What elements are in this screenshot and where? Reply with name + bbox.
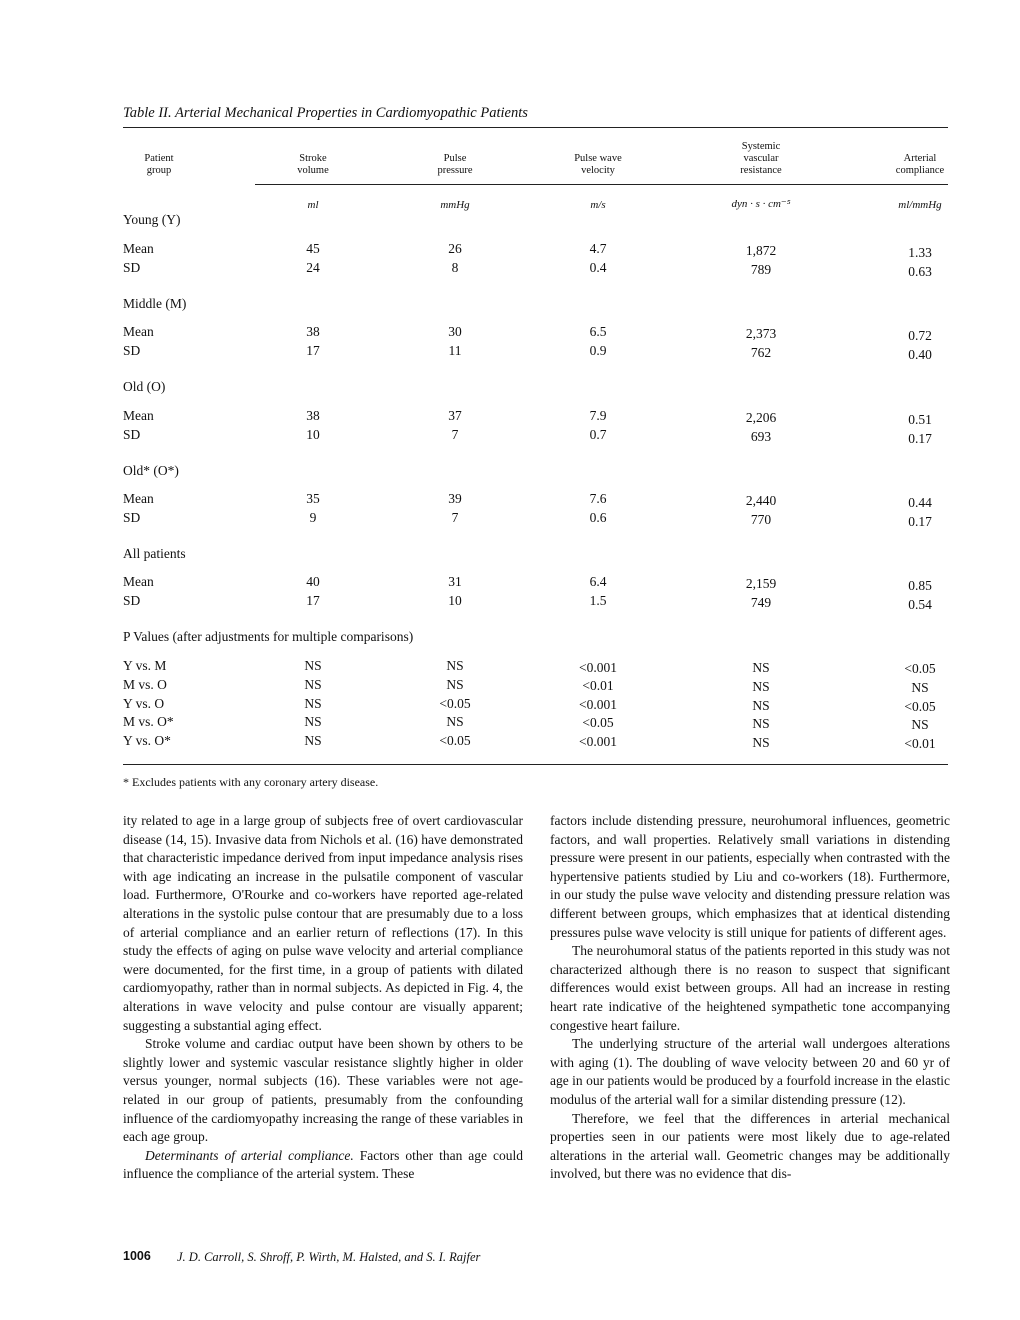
- header-rule: [255, 184, 948, 185]
- pvalue-row-label: M vs. O*: [123, 714, 174, 729]
- row-label-sd: SD: [123, 510, 141, 525]
- table-cell: 2,373: [745, 326, 777, 341]
- unit-compliance: ml/mmHg: [898, 199, 942, 211]
- table-cell: 749: [750, 595, 772, 610]
- paragraph: [123, 1147, 523, 1184]
- table-cell: 693: [750, 429, 772, 444]
- row-label-sd: SD: [123, 260, 141, 275]
- table-footnote: * Excludes patients with any coronary artery disease.: [123, 775, 379, 789]
- table-cell: 0.72: [908, 328, 932, 343]
- header-arterial-compliance: Arterial compliance: [895, 153, 945, 176]
- header-pulse-wave-velocity: Pulse wave velocity: [574, 153, 622, 176]
- table-cell: 0.51: [908, 412, 932, 427]
- table-cell: 0.40: [908, 347, 932, 362]
- table-cell: 17: [306, 593, 320, 608]
- group-label: Young (Y): [123, 212, 181, 227]
- row-label-mean: Mean: [123, 241, 154, 256]
- table-cell: 7.6: [589, 491, 607, 506]
- table-cell: 45: [306, 241, 320, 256]
- row-label-mean: Mean: [123, 574, 154, 589]
- table-cell: 0.63: [908, 264, 932, 279]
- pvalues-title: P Values (after adjustments for multiple comparisons): [123, 629, 414, 644]
- table-cell: NS: [752, 735, 770, 750]
- table-cell: <0.01: [582, 678, 614, 693]
- page-number: 1006: [123, 1249, 151, 1263]
- table-cell: 26: [448, 241, 462, 256]
- table-cell: 31: [448, 574, 462, 589]
- table-cell: 6.4: [589, 574, 607, 589]
- table-cell: NS: [304, 658, 322, 673]
- row-label-mean: Mean: [123, 491, 154, 506]
- table-cell: NS: [446, 714, 464, 729]
- table-cell: 1,872: [745, 243, 777, 258]
- unit-pwv: m/s: [590, 199, 606, 211]
- table-cell: NS: [752, 698, 770, 713]
- unit-pulse: mmHg: [440, 199, 470, 211]
- table-top-rule: [123, 127, 948, 128]
- table-bottom-rule: [123, 764, 948, 765]
- right-column: [550, 812, 950, 1184]
- table-caption: Table II. Arterial Mechanical Properties in Cardiomyopathic Patients: [123, 105, 528, 121]
- row-label-mean: Mean: [123, 408, 154, 423]
- unit-stroke: ml: [307, 199, 319, 211]
- table-cell: 0.44: [908, 495, 932, 510]
- paragraph: factors include distending pressure, neurohumoral influences, geometric factors, and wall properties. Relatively small variations in distending pressure were present in our patients, especially when contrasted with the hypertensive patients studied by Liu and co-workers (18). Furthermore, in our study the pulse wave velocity and distending pressure relation was different between groups, which emphasizes that at identical distending pressures pulse wave velocity is still unique for patients of different ages.: [550, 813, 950, 940]
- table-cell: 0.17: [908, 431, 932, 446]
- table-cell: 0.85: [908, 578, 932, 593]
- header-patient-group: Patient group: [144, 153, 174, 176]
- table-cell: NS: [304, 696, 322, 711]
- table-cell: 1.5: [589, 593, 607, 608]
- table-cell: 770: [750, 512, 772, 527]
- table-cell: NS: [446, 658, 464, 673]
- table-cell: 2,206: [745, 410, 777, 425]
- table-cell: 30: [448, 324, 462, 339]
- left-column: [123, 812, 523, 1184]
- table-cell: 0.6: [589, 510, 607, 525]
- table-cell: <0.05: [439, 696, 471, 711]
- table-cell: 0.7: [589, 427, 607, 442]
- table-cell: 2,440: [745, 493, 777, 508]
- paragraph-text: Factors other than age could influence the compliance of the arterial system. These: [123, 1147, 523, 1182]
- header-pulse-pressure: Pulse pressure: [437, 153, 473, 176]
- table-cell: 10: [448, 593, 462, 608]
- table-cell: 6.5: [589, 324, 607, 339]
- table-cell: <0.05: [582, 715, 614, 730]
- unit-svr: dyn · s · cm⁻⁵: [731, 198, 791, 210]
- paragraph: ity related to age in a large group of subjects free of overt cardiovascular disease (14, 15). Invasive data from Nichols et al. (16) have demonstrated that characteristic impedance derived from input impedance analysis rises with age indicating an increase in the pulsatile component of vascular load. Furthermore, O'Rourke and co-workers have reported age-related alterations in the systolic pulse contour that are presumably due to a loss of arterial compliance and an earlier return of reflections (17). In this study the effects of aging on pulse wave velocity and arterial compliance were documented, for the first time, in a group of patients with dilated cardiomyopathy, rather than in normal subjects. As depicted in Fig. 4, the alterations in wave velocity and pulse contour are visually apparent; suggesting a substantial aging effect.: [123, 813, 523, 1033]
- header-stroke-volume: Stroke volume: [297, 153, 329, 176]
- table-cell: 2,159: [745, 576, 777, 591]
- table-cell: 37: [448, 408, 462, 423]
- table-cell: 38: [306, 408, 320, 423]
- table-cell: <0.001: [579, 734, 617, 749]
- table-cell: NS: [446, 677, 464, 692]
- table-cell: 1.33: [908, 245, 932, 260]
- table-cell: 35: [306, 491, 320, 506]
- row-label-sd: SD: [123, 593, 141, 608]
- table-cell: NS: [304, 677, 322, 692]
- table-cell: 7: [451, 510, 459, 525]
- table-cell: NS: [911, 680, 929, 695]
- paragraph: The underlying structure of the arterial wall undergoes alterations with aging (1). The doubling of wave velocity between 20 and 60 yr of age in our patients would be produced by a fourfold increase in the elastic modulus of the arterial wall for a similar distending pressure (12).: [550, 1036, 950, 1107]
- row-label-sd: SD: [123, 343, 141, 358]
- row-label-mean: Mean: [123, 324, 154, 339]
- table-cell: <0.001: [579, 660, 617, 675]
- table-cell: 40: [306, 574, 320, 589]
- table-cell: 7: [451, 427, 459, 442]
- row-label-sd: SD: [123, 427, 141, 442]
- paragraph: The neurohumoral status of the patients reported in this study was not characterized although there is no reason to suspect that significant differences would exist between groups. All had an increase in resting heart rate indicative of the heightened sympathetic tone accompanying congestive heart failure.: [550, 943, 950, 1033]
- table-cell: <0.05: [904, 699, 936, 714]
- group-label: Middle (M): [123, 296, 187, 311]
- pvalue-row-label: Y vs. M: [123, 658, 167, 673]
- table-cell: 7.9: [589, 408, 607, 423]
- table-cell: <0.01: [904, 736, 936, 751]
- table-cell: NS: [752, 660, 770, 675]
- table-cell: NS: [752, 679, 770, 694]
- table-cell: 762: [750, 345, 772, 360]
- table-cell: 17: [306, 343, 320, 358]
- table-cell: 11: [448, 343, 462, 358]
- table-cell: 0.17: [908, 514, 932, 529]
- table-cell: 8: [451, 260, 459, 275]
- pvalue-row-label: Y vs. O: [123, 696, 165, 711]
- table-cell: 0.54: [908, 597, 932, 612]
- header-systemic-vascular-resistance: Systemic vascular resistance: [740, 141, 782, 176]
- table-cell: 24: [306, 260, 320, 275]
- table-cell: 0.9: [589, 343, 607, 358]
- table-cell: NS: [304, 733, 322, 748]
- pvalue-row-label: M vs. O: [123, 677, 167, 692]
- table-cell: 4.7: [589, 241, 607, 256]
- paragraph: Stroke volume and cardiac output have been shown by others to be slightly lower and systemic vascular resistance slightly higher in older versus younger, normal subjects (16). These variables were not age-related in our group of patients, presumably from the confounding influence of the cardiomyopathy increasing the range of these variables in each age group.: [123, 1036, 523, 1145]
- pvalue-row-label: Y vs. O*: [123, 733, 171, 748]
- table-cell: <0.05: [904, 661, 936, 676]
- table-cell: 10: [306, 427, 320, 442]
- table-cell: 39: [448, 491, 462, 506]
- group-label: Old* (O*): [123, 463, 179, 478]
- group-label: Old (O): [123, 379, 166, 394]
- paragraph: Therefore, we feel that the differences in arterial mechanical properties seen in our patients were most likely due to age-related alterations in the arterial wall. Geometric changes may be additionally involved, but there was no evidence that dis-: [550, 1110, 950, 1182]
- table-cell: NS: [752, 716, 770, 731]
- group-label: All patients: [123, 546, 186, 561]
- table-cell: 9: [309, 510, 317, 525]
- table-cell: 0.4: [589, 260, 607, 275]
- table-cell: <0.05: [439, 733, 471, 748]
- paragraph-heading: Determinants of arterial compliance.: [145, 1147, 354, 1163]
- table-cell: 789: [750, 262, 772, 277]
- table-cell: <0.001: [579, 697, 617, 712]
- table-cell: 38: [306, 324, 320, 339]
- table-cell: NS: [911, 717, 929, 732]
- running-footer-authors: J. D. Carroll, S. Shroff, P. Wirth, M. Halsted, and S. I. Rajfer: [177, 1250, 481, 1264]
- table-cell: NS: [304, 714, 322, 729]
